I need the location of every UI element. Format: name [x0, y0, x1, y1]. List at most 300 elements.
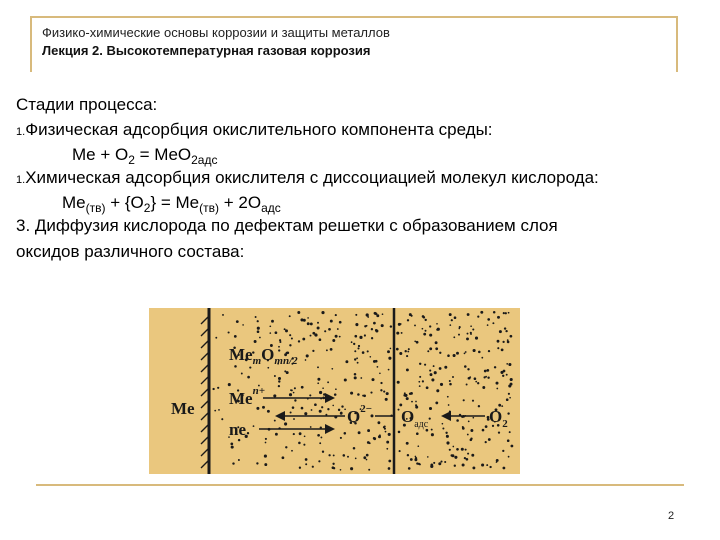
dot [274, 375, 276, 377]
dot [488, 350, 490, 352]
dot [319, 338, 322, 341]
dot [458, 334, 460, 336]
dot [247, 376, 250, 379]
dot [284, 370, 286, 372]
dot [506, 363, 508, 365]
dot [429, 334, 432, 337]
dot [383, 391, 385, 393]
dot [456, 448, 459, 451]
dot [228, 331, 230, 333]
dot [285, 329, 288, 332]
dot [478, 351, 481, 354]
dot [350, 467, 353, 470]
dot [334, 393, 337, 396]
dot [366, 313, 369, 316]
dot [327, 408, 329, 410]
dot [367, 441, 370, 444]
dot [465, 449, 467, 451]
dot [399, 352, 401, 354]
dot [324, 330, 326, 332]
dot [388, 369, 390, 371]
stages-heading: Стадии процесса: [16, 95, 158, 114]
dot [234, 365, 237, 368]
dot [271, 320, 274, 323]
dot [434, 371, 437, 374]
dot [317, 327, 320, 330]
dot [355, 314, 357, 316]
stage-1-text: Физическая адсорбция окислительного компонента среды: [25, 120, 493, 139]
dot [354, 350, 356, 352]
dot [310, 322, 313, 325]
dot [332, 466, 335, 469]
dot [502, 375, 504, 377]
dot [442, 427, 444, 429]
dot [298, 340, 300, 342]
stage-2-text: Химическая адсорбция окислителя с диссоциацией молекул кислорода: [25, 168, 599, 187]
dot [294, 399, 296, 401]
dot [275, 331, 278, 334]
header-frame-right [676, 16, 678, 72]
dot [285, 446, 287, 448]
dot [371, 337, 373, 339]
dot [381, 324, 384, 327]
dot [425, 330, 427, 332]
dot [326, 349, 328, 351]
course-title: Физико-химические основы коррозии и защиты металлов [42, 25, 390, 40]
dot [317, 434, 320, 437]
dot [305, 463, 307, 465]
stage-3-line-2: оксидов различного состава: [16, 242, 245, 261]
dot [262, 406, 265, 409]
dot [222, 314, 224, 316]
dot [307, 317, 309, 319]
dot [330, 348, 333, 351]
dot [396, 332, 399, 335]
dot [345, 360, 348, 363]
eq2-sub: 2 [143, 201, 151, 215]
dot [269, 325, 271, 327]
dot [230, 443, 233, 446]
dot [290, 411, 292, 413]
dot [467, 368, 469, 370]
dot [478, 405, 480, 407]
dot [422, 328, 424, 330]
dot [415, 457, 417, 459]
dot [293, 418, 295, 420]
dot [335, 388, 337, 390]
dot [487, 324, 489, 326]
dot [435, 402, 438, 405]
dot [486, 369, 489, 372]
dot [238, 459, 240, 461]
dot [406, 442, 409, 445]
dot [473, 349, 476, 352]
dot [256, 407, 259, 410]
dot [377, 421, 380, 424]
dot [484, 370, 487, 373]
dot [408, 467, 411, 470]
dot [319, 391, 322, 394]
metal-label: Me [171, 399, 195, 418]
dot [351, 341, 353, 343]
dot [438, 462, 441, 465]
eq1-part: = MeO [134, 145, 192, 164]
dot [379, 434, 381, 436]
dot [396, 348, 399, 351]
dot [363, 456, 366, 459]
dot [344, 432, 347, 435]
dot [429, 347, 432, 350]
dot [376, 314, 379, 317]
dot [359, 336, 362, 339]
dot [466, 337, 469, 340]
dot [497, 340, 500, 343]
dot [382, 313, 384, 315]
dot [364, 325, 366, 327]
dot [448, 404, 450, 406]
dot [338, 409, 340, 411]
dot [474, 377, 477, 380]
dot [451, 319, 453, 321]
dot [398, 431, 401, 434]
dot [267, 367, 269, 369]
dot [509, 397, 511, 399]
header-frame-top [30, 16, 678, 18]
dot [331, 368, 333, 370]
dot [278, 346, 280, 348]
dot [388, 433, 391, 436]
dot [303, 319, 306, 322]
dot [433, 365, 435, 367]
dot [423, 316, 425, 318]
dot [278, 377, 281, 380]
dot [510, 378, 513, 381]
dot [511, 445, 514, 448]
dot [335, 335, 338, 338]
dot [286, 352, 289, 355]
dot [488, 438, 491, 441]
dot [319, 442, 321, 444]
dot [357, 393, 360, 396]
dot [407, 351, 409, 353]
dot [446, 441, 449, 444]
dot [312, 350, 314, 352]
dot [354, 376, 357, 379]
dot [506, 374, 508, 376]
dot [301, 386, 304, 389]
dot [371, 378, 374, 381]
dot [340, 437, 342, 439]
dot [472, 466, 475, 469]
dot [410, 458, 413, 461]
dot [480, 311, 483, 314]
dot [414, 324, 416, 326]
dot [386, 448, 388, 450]
dot [470, 439, 473, 442]
dot [417, 445, 419, 447]
dot [477, 316, 479, 318]
dot [279, 341, 281, 343]
dot [304, 435, 306, 437]
dot [257, 330, 260, 333]
dot [452, 446, 454, 448]
dot [353, 343, 355, 345]
dot [418, 381, 420, 383]
dot [485, 425, 488, 428]
dot [289, 393, 292, 396]
dot [256, 462, 258, 464]
dot [306, 354, 309, 357]
dot [508, 384, 511, 387]
dot [327, 381, 329, 383]
dot [234, 335, 237, 338]
dot [507, 341, 510, 344]
dot [493, 311, 496, 314]
dot [344, 408, 346, 410]
dot [467, 333, 469, 335]
dot [264, 463, 267, 466]
dot [377, 366, 379, 368]
dot [507, 439, 510, 442]
dot [503, 467, 506, 470]
dot [467, 453, 469, 455]
dot [356, 357, 358, 359]
dot [302, 338, 305, 341]
dot [232, 462, 234, 464]
dot [505, 312, 507, 314]
dot [497, 347, 499, 349]
dot [510, 335, 513, 338]
dot [464, 365, 467, 368]
dot [429, 407, 432, 410]
dot [238, 439, 240, 441]
dot [503, 312, 505, 314]
dot [291, 337, 293, 339]
dot [333, 454, 335, 456]
dot [468, 421, 470, 423]
dot [482, 386, 485, 389]
dot [366, 454, 369, 457]
dot [467, 313, 470, 316]
dot [454, 465, 456, 467]
dot [398, 409, 400, 411]
dot [502, 341, 504, 343]
dot [462, 426, 464, 428]
dot [301, 407, 304, 410]
dot [357, 362, 359, 364]
dot [321, 311, 324, 314]
dot [341, 405, 343, 407]
dot [289, 334, 291, 336]
dot [328, 328, 331, 331]
dot [508, 363, 511, 366]
dot [379, 372, 381, 374]
dot [465, 351, 467, 353]
dot [431, 378, 434, 381]
dot [373, 322, 376, 325]
dot [228, 383, 231, 386]
dot [350, 392, 353, 395]
dot [332, 463, 334, 465]
dot [458, 328, 460, 330]
dot [375, 329, 378, 332]
dot [274, 420, 276, 422]
dot [508, 393, 510, 395]
oxygen-ion-label: $O^{2-}$ [347, 403, 373, 426]
adsorbed-oxygen-label: $O_{адс}$ [401, 407, 429, 430]
dot [467, 434, 469, 436]
dot [278, 380, 280, 382]
dot [494, 366, 496, 368]
dot [319, 410, 322, 413]
dot [456, 419, 459, 422]
dot [304, 412, 307, 415]
dot [380, 389, 382, 391]
dot [442, 423, 444, 425]
dot [358, 431, 361, 434]
stage-2 [16, 168, 599, 190]
dot [456, 352, 459, 355]
dot [310, 426, 312, 428]
dot [424, 364, 426, 366]
dot [406, 368, 409, 371]
dot [303, 444, 305, 446]
dot [291, 389, 293, 391]
dot [508, 456, 510, 458]
dot [217, 387, 219, 389]
dot [309, 394, 311, 396]
dot [354, 335, 357, 338]
dot [293, 433, 295, 435]
dot [387, 350, 390, 353]
dot [429, 325, 431, 327]
dot [289, 344, 291, 346]
dot [508, 312, 510, 314]
eq2-part: + 2O [219, 193, 262, 212]
dot [470, 333, 472, 335]
dot [284, 328, 286, 330]
equation-1 [72, 145, 217, 165]
eq2-sub: (тв) [85, 201, 106, 215]
dot [215, 337, 217, 339]
dot [332, 405, 334, 407]
dot [406, 397, 409, 400]
dot [390, 325, 392, 327]
dot [399, 403, 402, 406]
dot [492, 322, 494, 324]
dot [411, 401, 413, 403]
dot [470, 325, 472, 327]
dot [468, 377, 470, 379]
dot [472, 400, 474, 402]
dot [314, 403, 317, 406]
dot [444, 461, 446, 463]
dot [481, 357, 483, 359]
dot [357, 347, 359, 349]
dot [367, 350, 369, 352]
dot [439, 367, 442, 370]
dot [340, 412, 343, 415]
dot [284, 422, 287, 425]
dot [498, 431, 500, 433]
dot [340, 469, 342, 471]
dot [439, 352, 441, 354]
dot [267, 410, 270, 413]
dot [317, 378, 320, 381]
dot [435, 347, 438, 350]
dot [415, 401, 417, 403]
dot [446, 435, 448, 437]
dot [370, 392, 372, 394]
dot [337, 328, 339, 330]
dot [344, 378, 347, 381]
dot [380, 382, 382, 384]
dot [383, 426, 385, 428]
page-number: 2 [668, 510, 675, 522]
dot [430, 373, 433, 376]
eq1-sub: 2 [128, 153, 135, 167]
dot [451, 454, 454, 457]
dot [335, 314, 337, 316]
footer-rule [36, 484, 684, 486]
dot [486, 464, 488, 466]
dot [461, 448, 464, 451]
dot [305, 458, 308, 461]
dot [291, 450, 293, 452]
dot [388, 460, 391, 463]
dot [477, 382, 479, 384]
dot [499, 330, 502, 333]
dot [315, 334, 318, 337]
dot [257, 320, 259, 322]
dot [367, 429, 370, 432]
dot [431, 429, 433, 431]
dot [388, 357, 391, 360]
dot [328, 454, 330, 456]
dot [475, 337, 478, 340]
dot [390, 348, 392, 350]
cation-label: $Me^{n+}$ [229, 385, 265, 408]
dot [419, 363, 421, 365]
dot [354, 373, 357, 376]
dot [470, 429, 473, 432]
dot [293, 392, 295, 394]
dot [436, 389, 439, 392]
dot [496, 459, 499, 462]
dot [299, 432, 302, 435]
dot [440, 461, 442, 463]
dot [249, 367, 251, 369]
oxide-label: $Me_mO_{mn/2}$ [229, 345, 298, 367]
dot [339, 321, 342, 324]
dot [416, 341, 419, 344]
dot [321, 406, 323, 408]
dot [409, 313, 412, 316]
dot [322, 387, 324, 389]
dot [259, 337, 261, 339]
dot [320, 436, 322, 438]
dot [278, 385, 280, 387]
dot [430, 463, 433, 466]
dot [298, 442, 301, 445]
dot [436, 323, 438, 325]
dot [401, 332, 403, 334]
dot [305, 359, 307, 361]
dot [317, 366, 319, 368]
dot [472, 328, 474, 330]
dot [504, 327, 506, 329]
dot [299, 467, 301, 469]
